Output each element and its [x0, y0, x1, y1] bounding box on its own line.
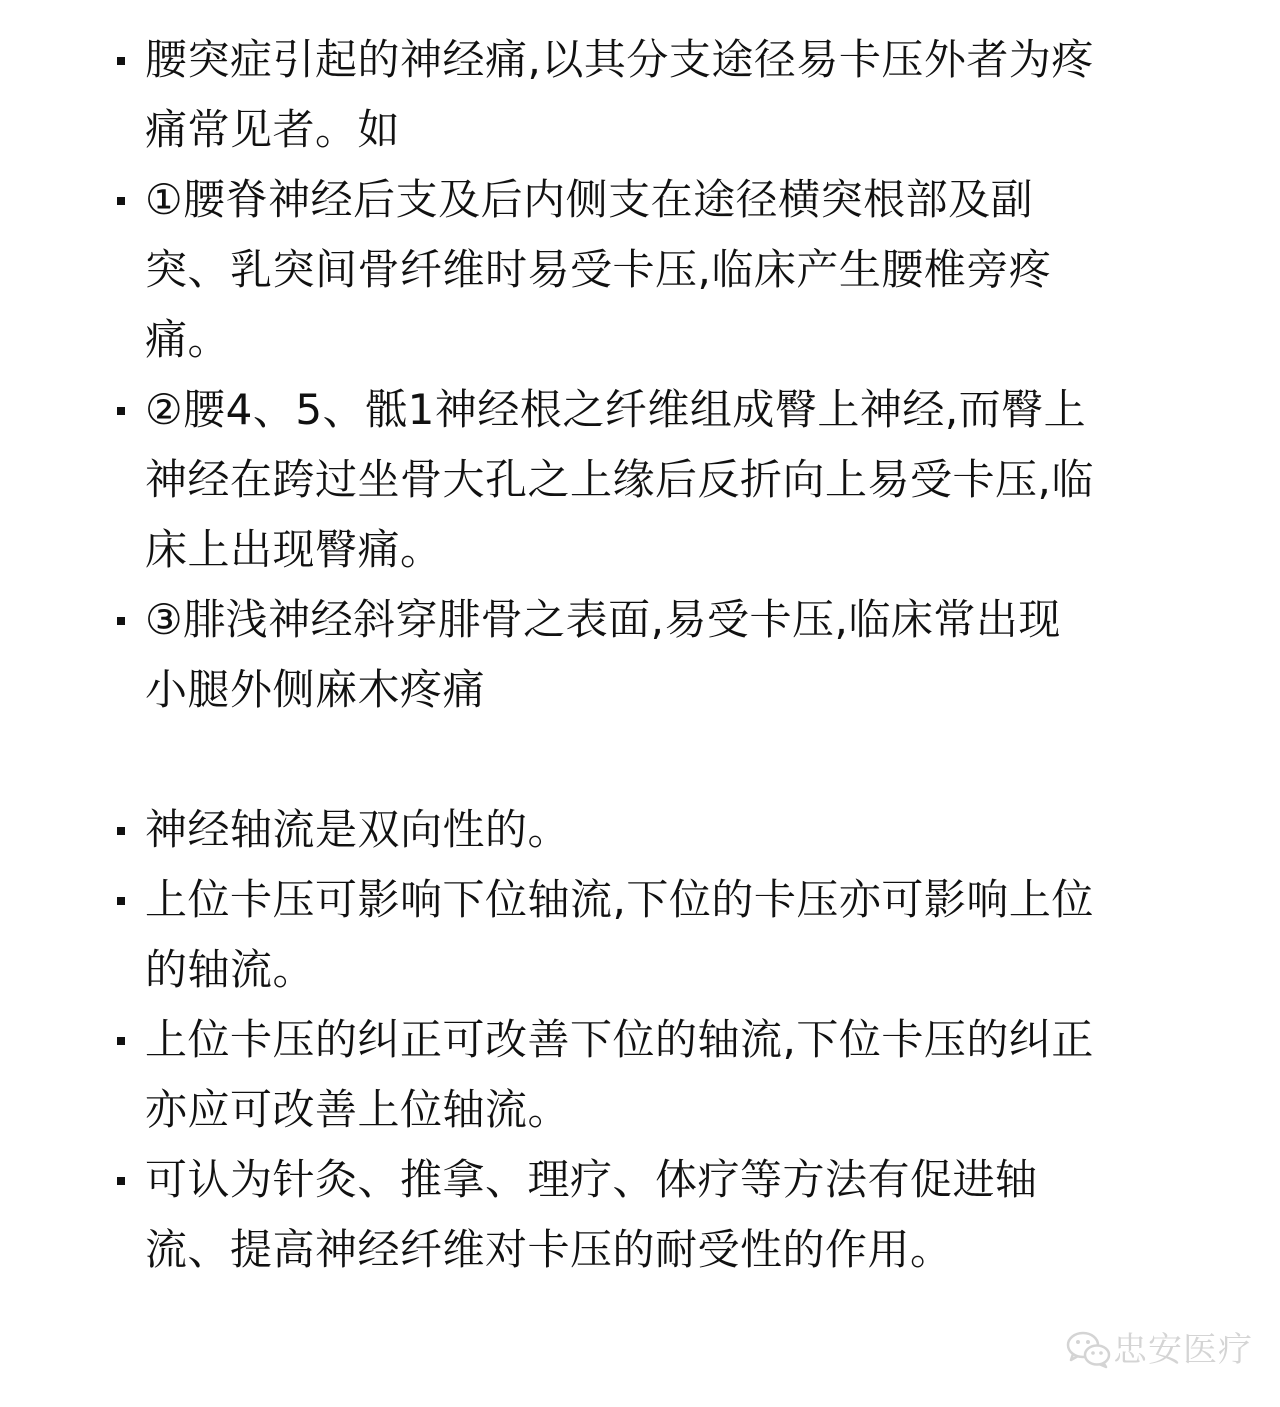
watermark-text: 忠安医疗	[1113, 1330, 1253, 1370]
bullet-text: ③腓浅神经斜穿腓骨之表面,易受卡压,临床常出现 小腿外侧麻木疼痛	[145, 595, 1061, 714]
wechat-icon	[1065, 1329, 1113, 1369]
bullet-text: ②腰4、5、骶1神经根之纤维组成臀上神经,而臀上 神经在跨过坐骨大孔之上缘后反折向上易受卡压,临 床上出现臀痛。	[145, 385, 1094, 574]
bullet-marker	[117, 1177, 125, 1185]
bullet-text: 可认为针灸、推拿、理疗、体疗等方法有促进轴 流、提高神经纤维对卡压的耐受性的作用。	[145, 1155, 1038, 1274]
bullet-text: 上位卡压可影响下位轴流,下位的卡压亦可影响上位 的轴流。	[145, 875, 1094, 994]
bullet-marker	[117, 827, 125, 835]
bullet-marker	[117, 1037, 125, 1045]
bullet-text: ①腰脊神经后支及后内侧支在途径横突根部及副 突、乳突间骨纤维时易受卡压,临床产生腰椎旁疼 痛。	[145, 175, 1052, 364]
bullet-text: 上位卡压的纠正可改善下位的轴流,下位卡压的纠正 亦应可改善上位轴流。	[145, 1015, 1094, 1134]
bullet-marker	[117, 197, 125, 205]
bullet-marker	[117, 407, 125, 415]
watermark	[1065, 1325, 1265, 1385]
bullet-marker	[117, 897, 125, 905]
bullet-marker	[117, 617, 125, 625]
bullet-marker	[117, 57, 125, 65]
bullet-text: 神经轴流是双向性的。	[145, 805, 571, 854]
bullet-text: 腰突症引起的神经痛,以其分支途径易卡压外者为疼 痛常见者。如	[145, 35, 1094, 154]
